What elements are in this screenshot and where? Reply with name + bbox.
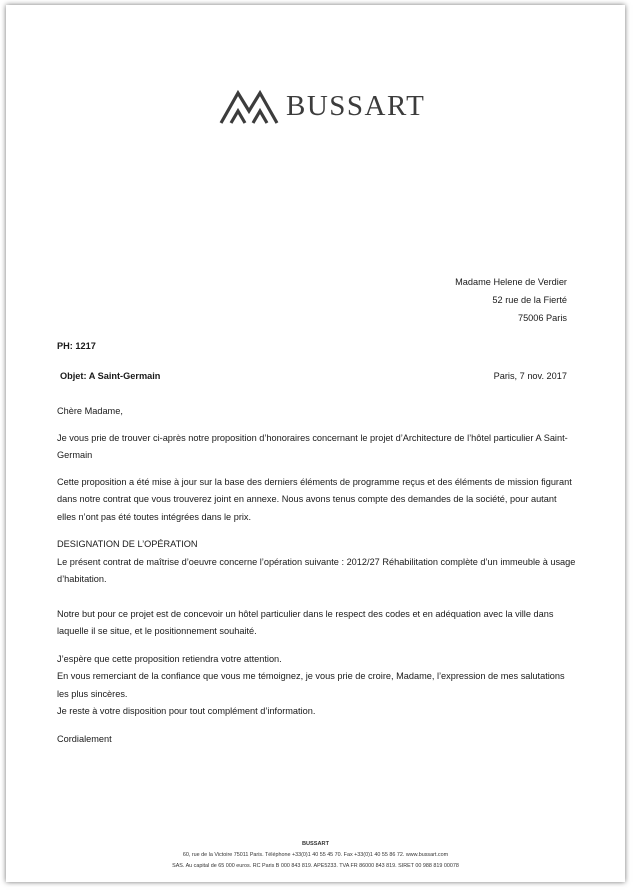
paragraph-proposal: Cette proposition a été mise à jour sur la base des derniers éléments de programme reçus et des éléments de mission figurant dans notre contrat que vous trouverez joint en annexe. Nous avons tenus compte des demandes de la société, pour autant elles n’ont pas été toutes intégrées dans le prix. (57, 476, 572, 522)
signoff: Cordialement (57, 733, 112, 744)
letter-page (6, 5, 625, 882)
salutation: Chère Madame, (57, 406, 123, 416)
subject-line: Objet: A Saint-Germain (60, 371, 161, 381)
paragraph-intro: Je vous prie de trouver ci-après notre proposition d’honoraires concernant le projet d’Architecture de l’hôtel particulier A Saint-Germain (57, 432, 568, 460)
closing-line-2: En vous remerciant de la confiance que vous me témoignez, je vous prie de croire, Madame, l’expression de mes salutations les plus sincères. (57, 671, 565, 699)
letter-footer (6, 839, 625, 872)
letter-body (57, 403, 577, 748)
letterhead-logo (218, 85, 425, 127)
paragraph-goal: Notre but pour ce projet est de concevoir un hôtel particulier dans le respect des codes et en adéquation avec la ville dans laquelle il se situe, et le positionnement souhaité. (57, 608, 554, 636)
footer-legal: SAS. Au capital de 65 000 euros. RC Paris B 000 843 819. APE5233. TVA FR 86000 843 819. SIRET 00 988 819 00078 (172, 863, 459, 869)
letter-date: Paris, 7 nov. 2017 (493, 371, 567, 381)
paragraph-operation: Le présent contrat de maîtrise d’oeuvre concerne l’opération suivante : 2012/27 Réhabilitation complète d’un immeuble à usage d’habitation. (57, 556, 576, 584)
recipient-address (455, 273, 567, 327)
footer-address: 60, rue de la Victoire 75011 Paris. Téléphone +33(0)1 40 55 45 70. Fax +33(0)1 40 55 86 72. www.bussart.com (182, 852, 449, 858)
recipient-city: 75006 Paris (517, 313, 567, 323)
closing-line-1: J’espère que cette proposition retiendra votre attention. (57, 653, 282, 664)
section-heading: DESIGNATION DE L’OPÉRATION (57, 539, 198, 549)
mountain-logo-icon (218, 85, 280, 127)
recipient-name: Madame Helene de Verdier (455, 277, 567, 287)
closing-line-3: Je reste à votre disposition pour tout complément d’information. (57, 706, 316, 716)
recipient-street: 52 rue de la Fierté (492, 295, 567, 305)
reference-number: PH: 1217 (57, 341, 96, 351)
brand-name: BUSSART (286, 90, 426, 122)
footer-company: BUSSART (301, 841, 330, 847)
